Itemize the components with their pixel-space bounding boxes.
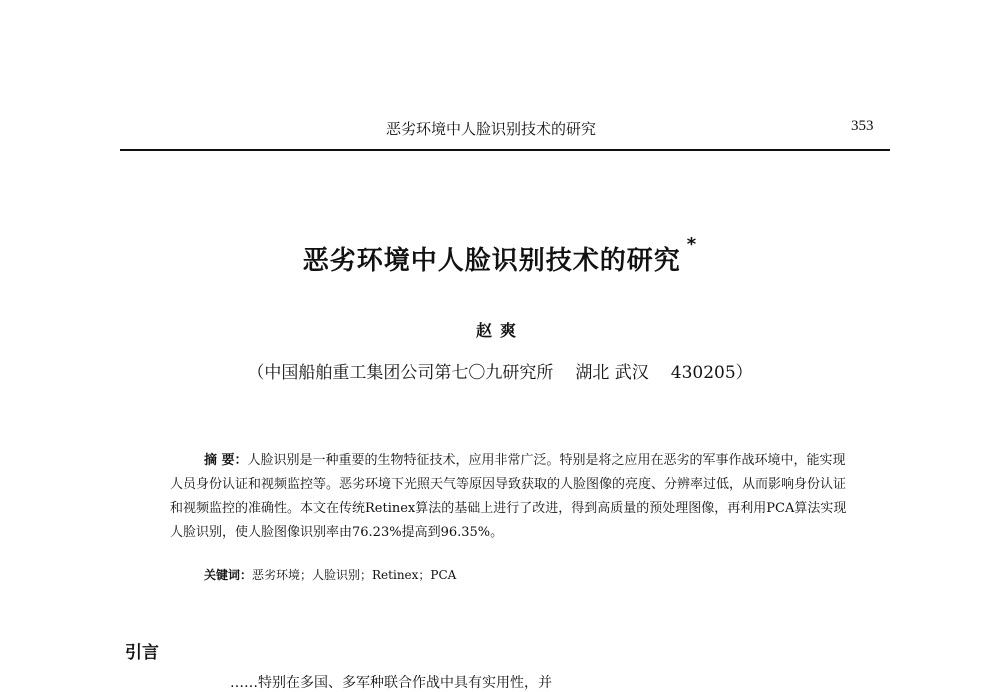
paper-title	[0, 234, 1000, 277]
abstract-label: 摘 要：	[204, 453, 248, 468]
paper-title-text: 恶劣环境中人脸识别技术的研究	[302, 246, 681, 276]
affiliation-postcode: 430205	[670, 363, 736, 383]
keywords-text: 恶劣环境；人脸识别；Retinex；PCA	[252, 568, 457, 582]
title-footnote-mark: *	[686, 234, 698, 255]
keywords	[204, 566, 456, 583]
affiliation-close-paren: ）	[735, 363, 753, 383]
body-text-first-line: ……特别在多国、多军种联合作战中具有实用性，并	[230, 675, 552, 691]
affiliation-open-paren: （	[247, 363, 265, 383]
keywords-label: 关键词：	[204, 568, 253, 582]
affiliation-institution: 中国船舶重工集团公司第七〇九研究所	[264, 363, 554, 383]
abstract-text: 人脸识别是一种重要的生物特征技术，应用非常广泛。特别是将之应用在恶劣的军事作战环境中，能实现人员身份认证和视频监控等。恶劣环境下光照天气等原因导致获取的人脸图像的亮度、分辨率过低，从而影响身份认证和视频监控的准确性。本文在传统Retinex算法的基础上进行了改进，得到高质量的预处理图像，再利用PCA算法实现人脸识别，使人脸图像识别率由76.23%提高到96.35%。	[170, 453, 847, 540]
running-title: 恶劣环境中人脸识别技术的研究	[386, 120, 597, 138]
abstract	[170, 449, 850, 545]
author: 赵爽	[475, 321, 524, 340]
header-rule	[120, 149, 890, 151]
affiliation	[0, 358, 1000, 383]
affiliation-location: 湖北 武汉	[575, 363, 649, 383]
section-heading-introduction: 引言	[125, 643, 159, 663]
page-number: 353	[851, 118, 874, 134]
